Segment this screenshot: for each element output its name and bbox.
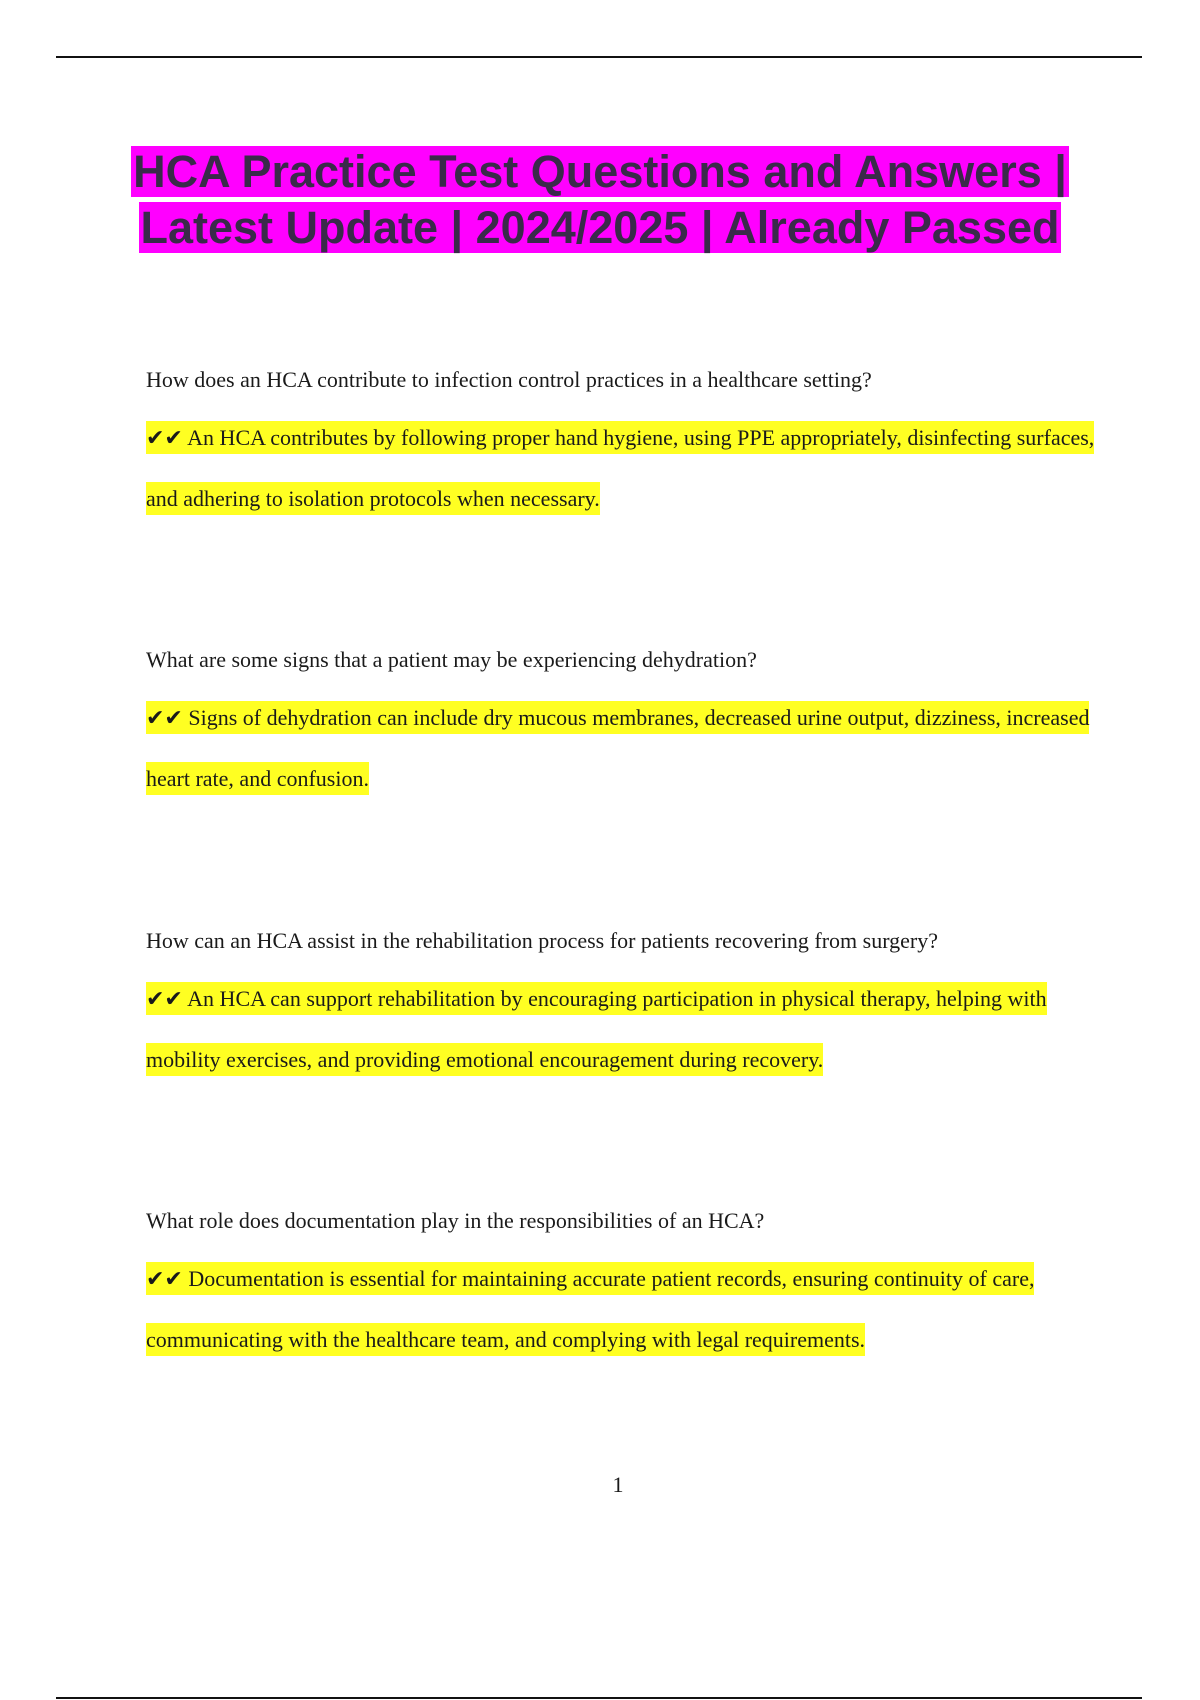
title-highlight: HCA Practice Test Questions and Answers | Latest Update | 2024/2025 | Already Passed <box>133 146 1067 253</box>
title-block <box>60 144 1140 256</box>
question-4: What role does documentation play in the responsibilities of an HCA? <box>146 1208 765 1233</box>
answer-1 <box>146 408 1106 529</box>
page-number: 1 <box>612 1472 624 1497</box>
answer-2 <box>146 688 1106 809</box>
question-3: How can an HCA assist in the rehabilitation process for patients recovering from surgery? <box>146 928 938 953</box>
qa-item-4 <box>146 1207 1106 1370</box>
answer-2-text: Signs of dehydration can include dry mucous membranes, decreased urine output, dizziness, increased heart rate, and confusion. <box>146 705 1090 791</box>
check-icon: ✔✔ <box>146 1267 183 1292</box>
question-1: How does an HCA contribute to infection control practices in a healthcare setting? <box>146 367 872 392</box>
check-icon: ✔✔ <box>146 706 183 731</box>
question-2: What are some signs that a patient may be experiencing dehydration? <box>146 647 757 672</box>
qa-item-2 <box>146 646 1106 809</box>
answer-4-text: Documentation is essential for maintaining accurate patient records, ensuring continuity of care, communicating with the healthcare team, and complying with legal requirements. <box>146 1266 1035 1352</box>
check-icon: ✔✔ <box>146 426 183 451</box>
answer-3 <box>146 969 1106 1090</box>
answer-4 <box>146 1249 1106 1370</box>
bottom-rule <box>56 1697 1142 1699</box>
check-icon: ✔✔ <box>146 987 183 1012</box>
qa-item-3 <box>146 927 1106 1090</box>
answer-3-text: An HCA can support rehabilitation by encouraging participation in physical therapy, helping with mobility exercises, and providing emotional encouragement during recovery. <box>146 986 1047 1072</box>
answer-1-text: An HCA contributes by following proper hand hygiene, using PPE appropriately, disinfecting surfaces, and adhering to isolation protocols when necessary. <box>146 425 1095 511</box>
top-rule <box>56 56 1142 58</box>
qa-item-1 <box>146 366 1106 529</box>
document-title <box>60 144 1140 256</box>
